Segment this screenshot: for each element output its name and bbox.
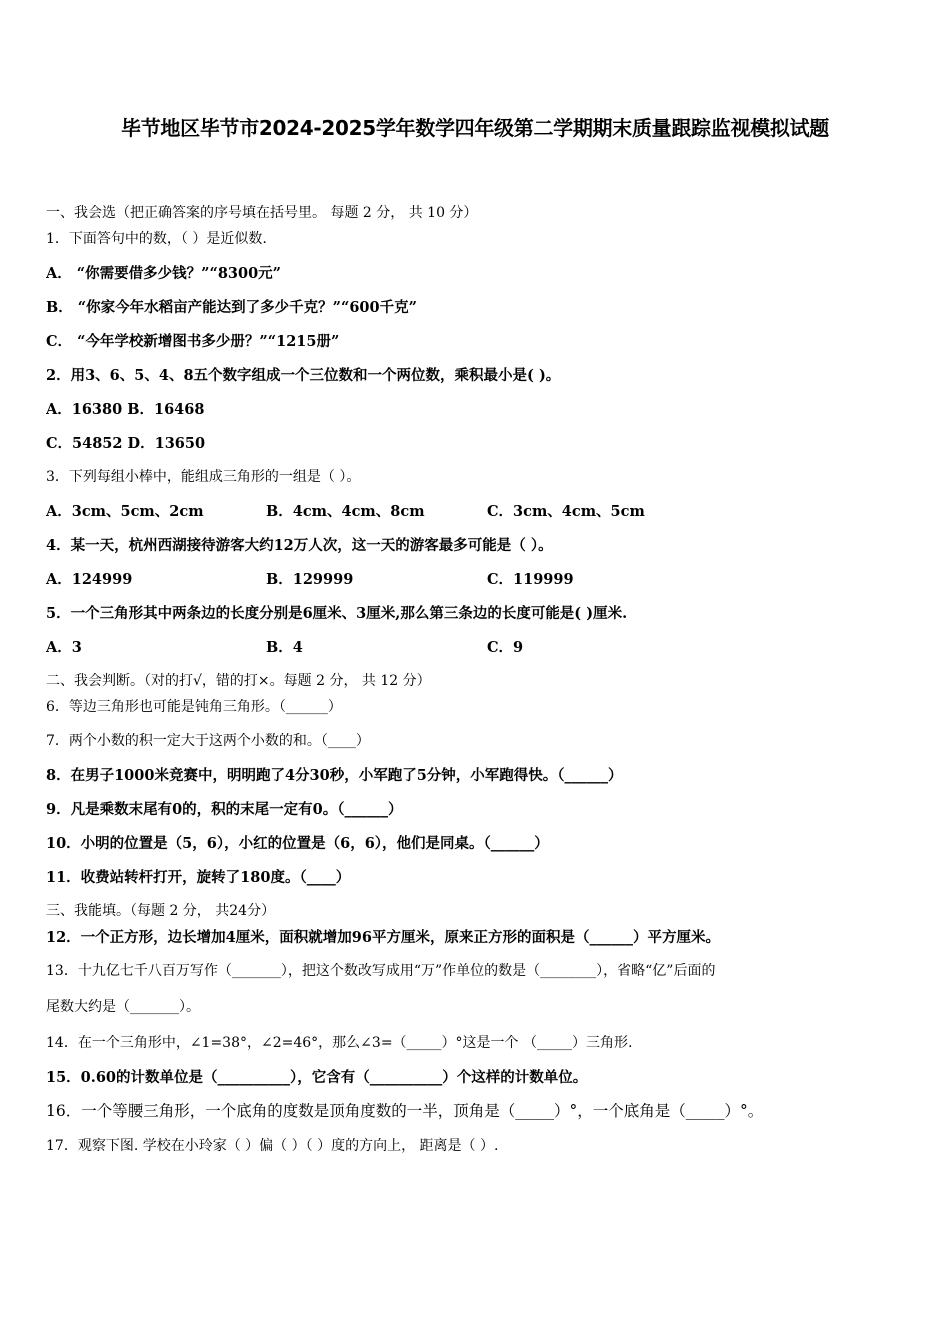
section-3-heading: 三、我能填。（每题 2 分， 共24分） bbox=[46, 903, 276, 919]
question-13-line-2: 尾数大约是（_______）。 bbox=[46, 999, 200, 1015]
question-2: 2．用3、6、5、4、8五个数字组成一个三位数和一个两位数，乘积最小是( )。 bbox=[46, 367, 561, 384]
question-3-option-c: C．3cm、4cm、5cm bbox=[487, 503, 645, 520]
question-1-option-b: B． “你家今年水稻亩产能达到了多少千克？”“600千克” bbox=[46, 299, 417, 316]
question-16: 16．一个等腰三角形，一个底角的度数是顶角度数的一半，顶角是（_____）°，一个底角是（_____）°。 bbox=[46, 1102, 764, 1120]
question-4-option-b: B．129999 bbox=[266, 571, 354, 588]
question-11: 11．收费站转杆打开，旋转了180度。（____） bbox=[46, 869, 351, 886]
question-10: 10．小明的位置是（5，6），小红的位置是（6，6），他们是同桌。（______） bbox=[46, 835, 549, 852]
question-12: 12．一个正方形，边长增加4厘米，面积就增加96平方厘米，原来正方形的面积是（______）平方厘米。 bbox=[46, 929, 720, 946]
question-4-option-a: A．124999 bbox=[46, 571, 133, 588]
question-2-options-cd: C．54852 D．13650 bbox=[46, 435, 206, 452]
question-13-line-1: 13．十九亿七千八百万写作（_______），把这个数改写成用“万”作单位的数是（________），省略“亿”后面的 bbox=[46, 963, 716, 979]
question-3-option-b: B．4cm、4cm、8cm bbox=[266, 503, 425, 520]
question-8: 8．在男子1000米竞赛中，明明跑了4分30秒，小军跑了5分钟，小军跑得快。（______） bbox=[46, 767, 623, 784]
question-5: 5．一个三角形其中两条边的长度分别是6厘米、3厘米,那么第三条边的长度可能是( )厘米. bbox=[46, 605, 628, 622]
question-4-option-c: C．119999 bbox=[487, 571, 574, 588]
question-2-options-ab: A．16380 B．16468 bbox=[46, 401, 205, 418]
section-1-heading: 一、我会选（把正确答案的序号填在括号里。 每题 2 分， 共 10 分） bbox=[46, 205, 478, 221]
question-3: 3．下列每组小棒中，能组成三角形的一组是（ ）。 bbox=[46, 469, 361, 485]
question-5-option-a: A．3 bbox=[46, 639, 82, 656]
question-1: 1．下面答句中的数，（ ）是近似数. bbox=[46, 231, 267, 247]
question-3-option-a: A．3cm、5cm、2cm bbox=[46, 503, 204, 520]
question-1-option-c: C． “今年学校新增图书多少册？”“1215册” bbox=[46, 333, 340, 350]
question-7: 7．两个小数的积一定大于这两个小数的和。（____） bbox=[46, 733, 370, 749]
question-14: 14．在一个三角形中，∠1=38°，∠2=46°，那么∠3=（_____）°这是一个 （_____）三角形. bbox=[46, 1035, 633, 1051]
question-1-option-a: A． “你需要借多少钱？”“8300元” bbox=[46, 265, 282, 282]
question-9: 9．凡是乘数末尾有0的，积的末尾一定有0。（______） bbox=[46, 801, 403, 818]
exam-title: 毕节地区毕节市2024-2025学年数学四年级第二学期期末质量跟踪监视模拟试题 bbox=[121, 116, 829, 140]
question-4: 4．某一天，杭州西湖接待游客大约12万人次，这一天的游客最多可能是（ ）。 bbox=[46, 537, 553, 554]
question-17: 17．观察下图. 学校在小玲家（ ）偏（ ）（ ）度的方向上， 距离是（ ）. bbox=[46, 1138, 499, 1154]
question-5-option-b: B．4 bbox=[266, 639, 303, 656]
question-6: 6．等边三角形也可能是钝角三角形。（______） bbox=[46, 699, 342, 715]
question-5-option-c: C．9 bbox=[487, 639, 524, 656]
section-2-heading: 二、我会判断。（对的打√，错的打×。每题 2 分， 共 12 分） bbox=[46, 673, 431, 689]
question-15: 15．0.60的计数单位是（__________），它含有（__________）个这样的计数单位。 bbox=[46, 1069, 588, 1086]
